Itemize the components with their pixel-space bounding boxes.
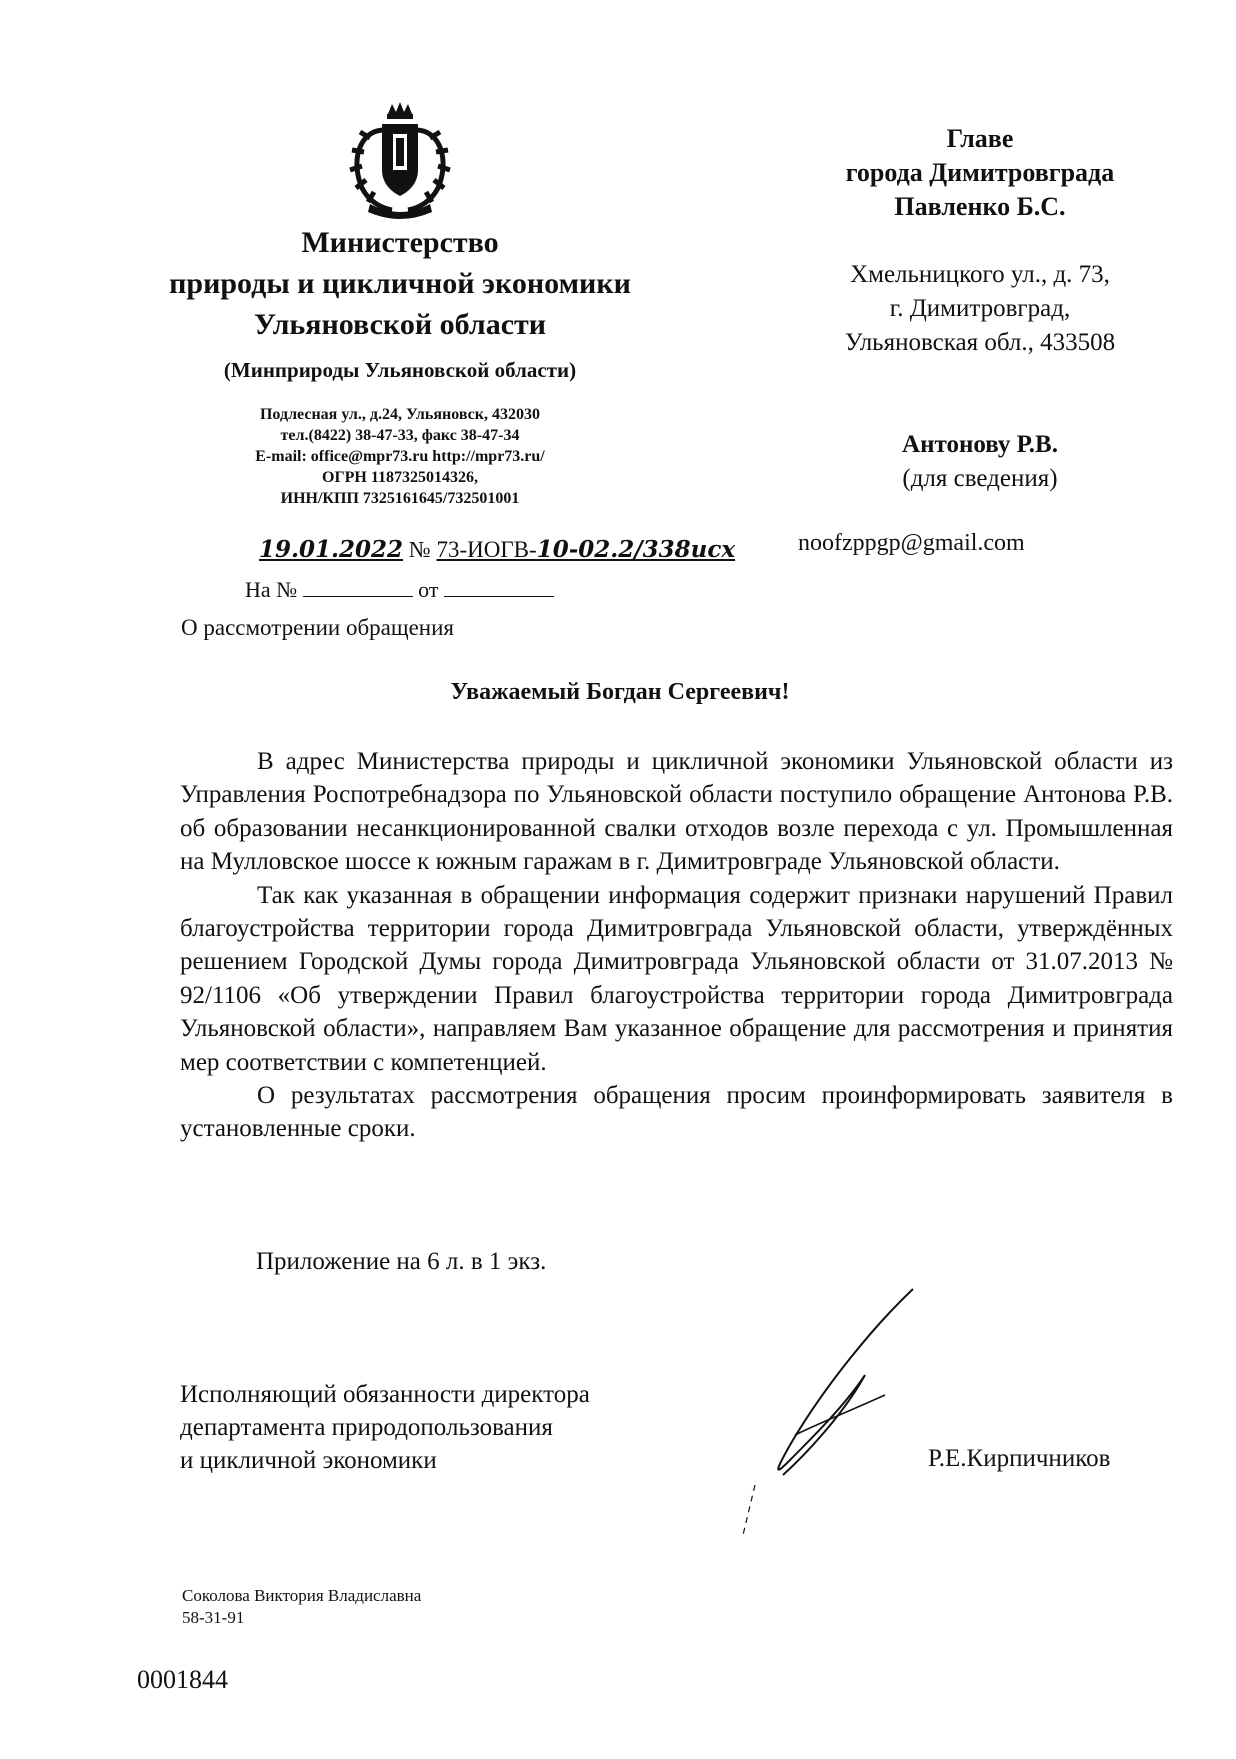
executor-name: Соколова Виктория Владиславна [182, 1586, 422, 1605]
body-paragraph: О результатах рассмотрения обращения просим проинформировать заявителя в установленные сроки. [180, 1082, 1173, 1143]
registration-number-printed: 73-ИОГВ- [436, 537, 537, 562]
letter-body [180, 745, 1173, 1146]
reference-number-blank [303, 578, 413, 597]
addressee-address [760, 258, 1200, 360]
letter-greeting: Уважаемый Богдан Сергеевич! [450, 679, 790, 705]
addressee-line: Главе [946, 124, 1014, 153]
coat-of-arms-emblem [340, 100, 460, 222]
handwritten-signature [735, 1285, 925, 1550]
ministry-short-name: (Минприроды Ульяновской области) [223, 358, 577, 382]
body-paragraph: Так как указанная в обращении информация содержит признаки нарушений Правил благоустройства территории города Димитровграда Ульяновской области, утверждённых решением Городской Думы города Димитровграда Ульяновской области от 31.07.2013 № 92/1106 «Об утверждении Правил благоустройства территории города Димитровграда Ульяновской области», направляем Вам указанное обращение для рассмотрения и принятия мер соответствии с компетенцией. [180, 881, 1173, 1076]
reference-date-blank [444, 578, 554, 597]
ministry-name [120, 222, 680, 345]
signer-title-line: и цикличной экономики [180, 1447, 437, 1474]
registration-line [259, 536, 735, 563]
signer-title [180, 1378, 590, 1477]
address-line: г. Димитровград, [889, 295, 1071, 322]
recipient-name: Антонову Р.В. [902, 431, 1058, 458]
attachment-note: Приложение на 6 л. в 1 экз. [256, 1248, 547, 1275]
address-line: Ульяновская обл., 433508 [844, 329, 1116, 356]
registration-no-label: № [408, 537, 431, 562]
contact-line: тел.(8422) 38-47-33, факс 38-47-34 [280, 427, 520, 444]
ministry-name-line: Министерство [301, 226, 499, 259]
executor-info [182, 1585, 421, 1629]
addressee-line: Павленко Б.С. [894, 192, 1066, 221]
executor-phone: 58-31-91 [182, 1608, 245, 1627]
ministry-name-line: природы и цикличной экономики [169, 267, 631, 300]
reference-from-label: от [418, 577, 439, 602]
contact-line: ОГРН 1187325014326, [322, 469, 478, 486]
reference-line [245, 577, 554, 603]
addressee-line: города Димитровграда [845, 158, 1115, 187]
recipient-email: noofzppgp@gmail.com [798, 530, 1025, 556]
body-paragraph: В адрес Министерства природы и цикличной экономики Ульяновской области из Управления Роспотребнадзора по Ульяновской области поступило обращение Антонова Р.В. об образовании несанкционированной свалки отходов возле перехода с ул. Промышленная на Мулловское шоссе к южным гаражам в г. Димитровграде Ульяновской области. [180, 748, 1173, 876]
ministry-contacts [120, 404, 680, 509]
recipient-note: (для сведения) [902, 465, 1058, 492]
contact-line: Подлесная ул., д.24, Ульяновск, 432030 [259, 406, 540, 423]
address-line: Хмельницкого ул., д. 73, [850, 261, 1110, 288]
signer-title-line: Исполняющий обязанности директора [180, 1381, 590, 1408]
ministry-name-line: Ульяновской области [253, 308, 547, 341]
registration-date: 19.01.2022 [259, 536, 404, 563]
signer-name: Р.Е.Кирпичников [928, 1445, 1111, 1472]
registration-number-handwritten: 10-02.2/338исх [536, 536, 736, 563]
signer-title-line: департамента природопользования [180, 1414, 553, 1441]
contact-line: ИНН/КПП 7325161645/732501001 [280, 490, 520, 507]
document-number: 0001844 [137, 1665, 228, 1694]
secondary-recipient [760, 428, 1200, 496]
letter-subject: О рассмотрении обращения [181, 615, 454, 640]
addressee-block [760, 122, 1200, 224]
reference-no-label: На № [245, 577, 298, 602]
contact-line: E-mail: office@mpr73.ru http://mpr73.ru/ [255, 448, 545, 465]
